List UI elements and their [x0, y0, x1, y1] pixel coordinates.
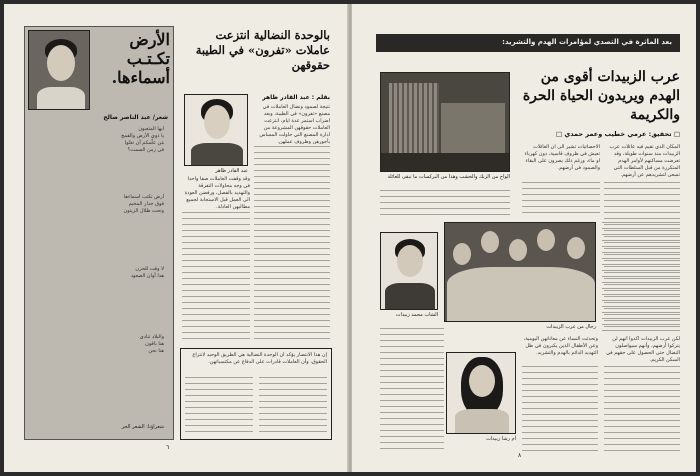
section-banner: [376, 34, 680, 52]
article-col-right-lines: [254, 146, 330, 342]
byline-text: تحقيق: عرمي خطيب وعمر حمدي: [564, 130, 672, 138]
poem-title: [94, 30, 170, 87]
author-photo-caption: عبد القادر ظاهر: [215, 168, 248, 174]
right-page-number: ٨: [518, 452, 522, 459]
byline-square-left-icon: □: [555, 130, 565, 138]
main-headline: عرب الزبيدات أقوى من الهدم ويريدون الحياة الحرة والكريمة: [522, 69, 680, 123]
group-photo: [444, 222, 596, 322]
story-col-right: المكان الذي تقيم فيه عائلات عرب الزبيدات منذ سنوات طويلة، وقد تعرضت مساكنهم لأوامر الهدم المتكررة من قبل السلطات التي تسعى لتشريدهم عن أرضهم.: [609, 144, 680, 178]
young-man-caption: الشاب محمد زبيدات: [395, 312, 438, 318]
left-page: [4, 4, 348, 472]
young-man-photo: [380, 232, 438, 310]
house-photo-caption: الواح من الزنك والخشب وهذا من البركسات ما تبقى للعائلة: [387, 174, 510, 180]
main-byline: [516, 130, 680, 138]
boxed-lines-left: [185, 377, 253, 435]
group-photo-caption: رجال من عرب الزبيدات: [546, 324, 596, 330]
story-col-middle: الاحصائيات تشير الى ان العائلات تعيش في ظروف قاسية، دون كهرباء او ماء، ورغم ذلك يصرون على البقاء والصمود في أرضهم.: [524, 144, 600, 171]
article-col-left: وقد وقفت العاملات صفا واحدا في وجه محاولات التفرقة والتهديد بالفصل، ورفضن العودة الى العمل قبل الاستجابة لجميع مطالبهن العادلة.: [184, 176, 250, 210]
poem-signature: شعراؤنا: الشعر الحر: [121, 424, 164, 430]
boxed-text: إن هذا الانتصار يؤكد أن الوحدة النضالية هي الطريق الوحيد لانتزاع الحقوق، وأن العاملات قادرات على الدفاع عن مكتسباتهن.: [192, 352, 327, 365]
girl-photo-caption: أم رشا زبيدات: [486, 436, 516, 442]
article-byline: بقلم : عبد القادر ظاهر: [262, 94, 330, 101]
poet-photo: [28, 30, 90, 110]
left-page-number: ٦: [166, 444, 170, 451]
article-col-left-lines: [182, 212, 250, 342]
story-lower-middle-lines: [522, 366, 598, 452]
boxed-lines-right: [259, 377, 327, 435]
article-col-right: نتيجة لصمود ونضال العاملات في مصنع «تفرون» في الطيبة، وبعد اضراب استمر عدة ايام، انتزعت العاملات حقوقهن المشروعة من ادارة المصنع التي حاولت المساس بأجورهن وظروف عملهن.: [259, 104, 330, 144]
poem-stanza-2: أرض تكتب أسماءها فوق جدار المخيم وتحت ظلال الزيتون: [123, 194, 164, 214]
poem-stanza-4: والبلاد تنادي هنا باقون هنا نحن: [139, 334, 164, 354]
story-col-middle-lines: [522, 182, 600, 218]
story-lower-middle: وتحدثت النساء عن معاناتهن اليومية، وعن الأطفال الذين يكبرون في ظل التهديد الدائم بالهدم والتشريد.: [523, 336, 598, 356]
right-page: [352, 4, 696, 472]
article-headline: بالوحدة النضالية انتزعت عاملات «تفرون» في الطيبة حقوقهن: [195, 28, 330, 72]
house-photo: [380, 72, 510, 172]
story-lower-right-lines: [604, 366, 680, 452]
poem-stanza-1: أيها المتعبون يا ذوي الأرض والقمح مَن علّمكم أن تغنّوا في زمن الصمت؟: [121, 126, 164, 153]
author-photo: [184, 94, 248, 166]
byline-square-right-icon: □: [671, 130, 680, 138]
story-col-far-right-lines: [602, 222, 680, 332]
poem-title-line2: تكـتـب: [126, 49, 170, 68]
magazine-spread: [4, 4, 696, 472]
poem-stanza-3: لا وقت للحزن هذا أوان الصعود: [130, 266, 164, 279]
poem-byline: شعر/ عبد الناصر صالح: [103, 114, 168, 121]
girl-photo: [446, 352, 516, 434]
poem-title-line1: الأرض: [129, 30, 170, 49]
section-banner-text: بعد الماثرة في التصدي لمؤامرات الهدم والتشريد:: [502, 38, 672, 46]
story-lower-right: لكن عرب الزبيدات أكدوا أنهم لن يتركوا أرضهم، وأنهم سيواصلون النضال حتى الحصول على حقهم في السكن الكريم.: [606, 336, 680, 363]
article-boxed-section: [180, 348, 332, 440]
story-lower-left-lines: [380, 328, 444, 452]
poem-title-line3: أسماءها.: [111, 68, 170, 87]
story-col-left-lines: [380, 190, 510, 218]
